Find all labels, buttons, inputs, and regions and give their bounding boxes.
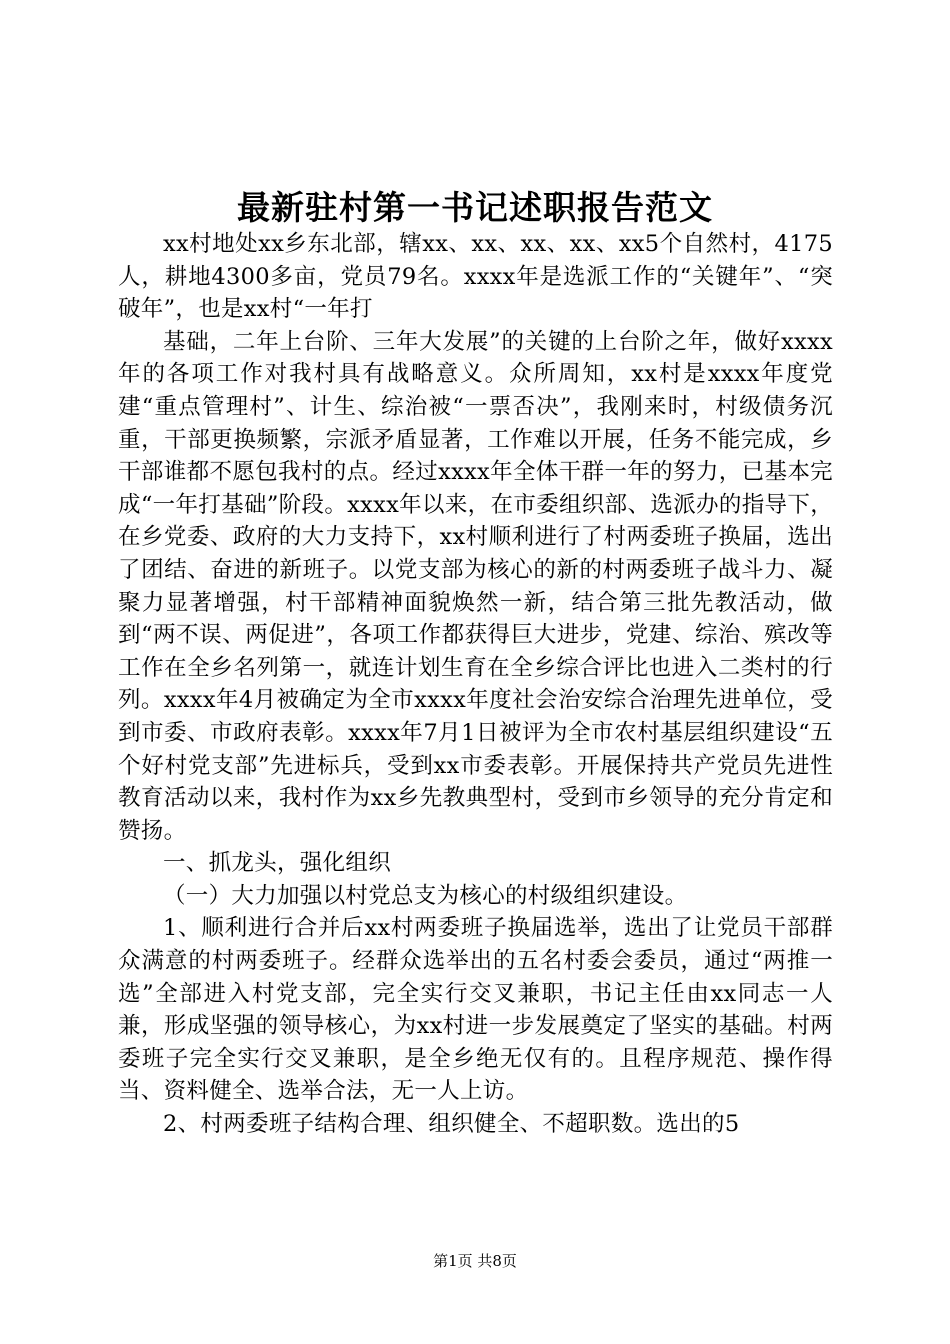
document-title: 最新驻村第一书记述职报告范文	[237, 188, 713, 227]
paragraph-intro: xx村地处xx乡东北部，辖xx、xx、xx、xx、xx5个自然村，4175人，耕地4300多亩，党员79名。xxxx年是选派工作的“关键年”、“突破年”，也是xx村“一年打	[118, 231, 833, 323]
paragraph-main: 基础，二年上台阶、三年大发展”的关键的上台阶之年，做好xxxx年的各项工作对我村具有战略意义。众所周知，xx村是xxxx年度党建“重点管理村”、计生、综治被“一票否决”，我刚来时，村级债务沉重，干部更换频繁，宗派矛盾显著，工作难以开展，任务不能完成，乡干部谁都不愿包我村的点。经过xxxx年全体干群一年的努力，已基本完成“一年打基础”阶段。xxxx年以来，在市委组织部、选派办的指导下，在乡党委、政府的大力支持下，xx村顺利进行了村两委班子换届，选出了团结、奋进的新班子。以党支部为核心的新的村两委班子战斗力、凝聚力显著增强，村干部精神面貌焕然一新，结合第三批先教活动，做到“两不误、两促进”，各项工作都获得巨大进步，党建、综治、殡改等工作在全乡名列第一，就连计划生育在全乡综合评比也进入二类村的行列。xxxx年4月被确定为全市xxxx年度社会治安综合治理先进单位，受到市委、市政府表彰。xxxx年7月1日被评为全市农村基层组织建设“五个好村党支部”先进标兵，受到xx市委表彰。开展保持共产党员先进性教育活动以来，我村作为xx乡先教典型村，受到市乡领导的充分肯定和赞扬。	[118, 328, 833, 844]
paragraph-item-1: 1、顺利进行合并后xx村两委班子换届选举，选出了让党员干部群众满意的村两委班子。经群众选举出的五名村委会委员，通过“两推一选”全部进入村党支部，完全实行交叉兼职，书记主任由xx同志一人兼，形成坚强的领导核心，为xx村进一步发展奠定了坚实的基础。村两委班子完全实行交叉兼职，是全乡绝无仅有的。且程序规范、操作得当、资料健全、选举合法，无一人上访。	[118, 915, 833, 1105]
subsection-heading: （一）大力加强以村党总支为核心的村级组织建设。	[163, 882, 688, 909]
paragraph-item-2: 2、村两委班子结构合理、组织健全、不超职数。选出的5	[163, 1111, 740, 1138]
document-body	[118, 228, 833, 1141]
page-footer: 第1页 共8页	[433, 1252, 517, 1270]
section-heading: 一、抓龙头，强化组织	[163, 850, 392, 877]
